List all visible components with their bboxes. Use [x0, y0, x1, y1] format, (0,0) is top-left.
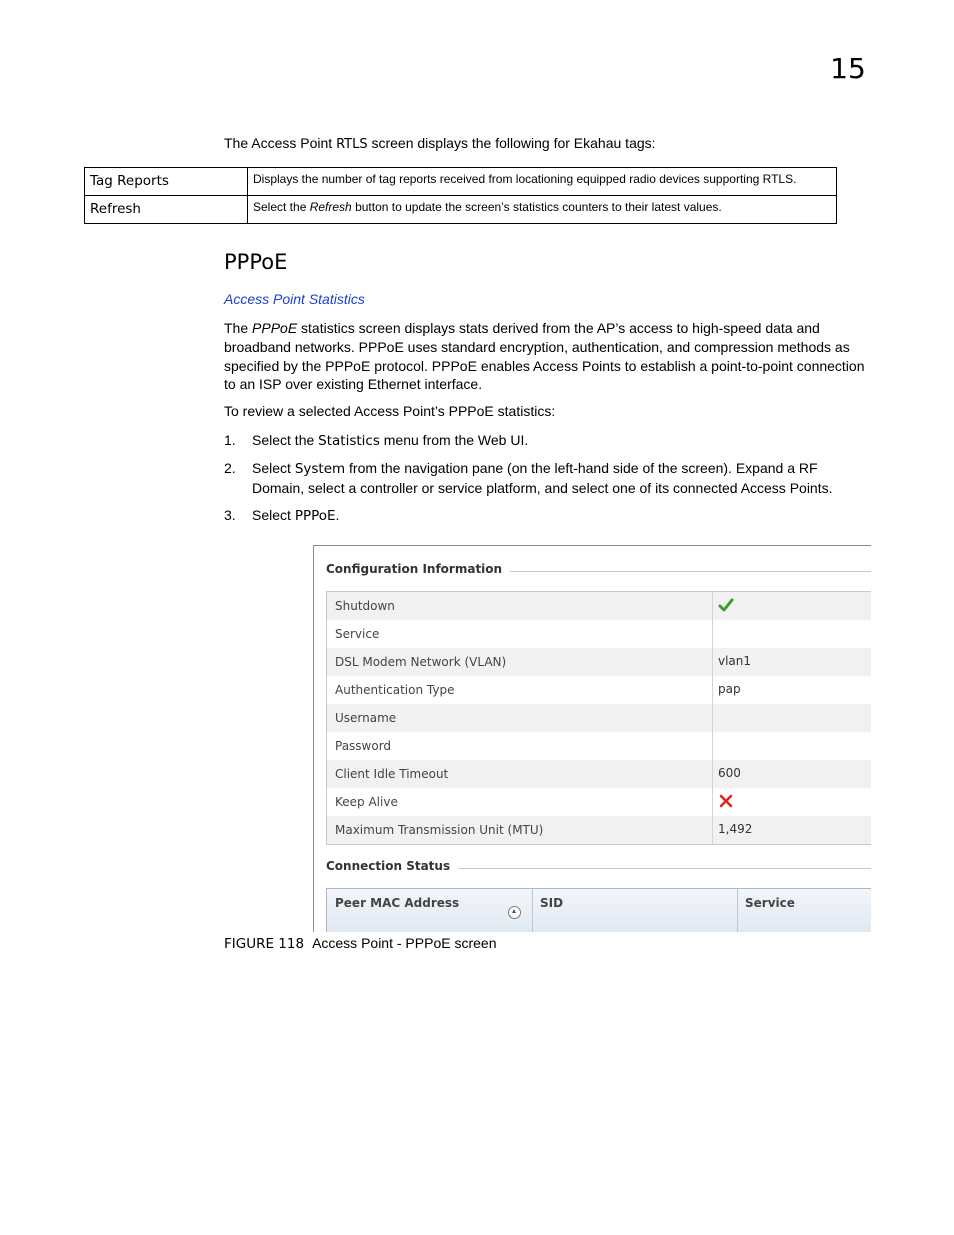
definition-term — [85, 168, 248, 196]
figure-caption — [224, 935, 496, 952]
body-text: statistics screen displays stats derived from the AP’s access to high-speed data and broadband networks. PPPoE uses standard encryption, authentication, and compression methods as specified by the PPPoE protocol. PPPoE enables Access Points to establish a point-to-point connection to an ISP over existing Ethernet interface. — [224, 320, 865, 393]
row-value: 600 — [718, 766, 741, 780]
section-title: PPPoE — [224, 250, 288, 274]
config-row — [327, 816, 871, 844]
config-row — [327, 732, 871, 760]
row-label: Maximum Transmission Unit (MTU) — [335, 823, 544, 837]
config-row — [327, 676, 871, 704]
chapter-number: 15 — [830, 52, 866, 85]
column-header-peer-mac[interactable] — [327, 889, 532, 932]
config-row — [327, 704, 871, 732]
intro-prefix: The Access Point — [224, 135, 337, 151]
definition-description — [248, 196, 837, 224]
sort-icon[interactable] — [508, 906, 521, 919]
config-row — [327, 592, 871, 620]
row-label: DSL Modem Network (VLAN) — [335, 655, 507, 669]
status-legend: Connection Status — [326, 859, 458, 873]
pppoe-screenshot — [313, 545, 871, 932]
fieldset-divider — [449, 868, 871, 869]
ui-term: PPPoE — [294, 508, 336, 524]
step-text: Select System from the navigation pane (on the left-hand side of the screen). Expand a RF Domain, select a controller or service platform, and select one of its connected Access Points. — [252, 460, 833, 496]
check-icon — [718, 597, 734, 613]
row-label: Client Idle Timeout — [335, 767, 449, 781]
config-legend: Configuration Information — [326, 562, 510, 576]
review-paragraph: To review a selected Access Point’s PPPoE statistics: — [224, 403, 556, 419]
column-label: Peer MAC Address — [335, 896, 460, 910]
definition-table — [84, 167, 837, 224]
body-paragraph — [224, 319, 874, 394]
row-label: Username — [335, 711, 397, 725]
row-value: 1,492 — [718, 822, 753, 836]
body-emphasis: PPPoE — [252, 320, 298, 336]
row-label: Service — [335, 627, 380, 641]
column-header-service[interactable] — [737, 889, 871, 932]
config-row — [327, 760, 871, 788]
row-value: pap — [718, 682, 741, 696]
row-value: vlan1 — [718, 654, 752, 668]
desc-emphasis: Refresh — [309, 200, 352, 214]
column-label: SID — [540, 896, 564, 910]
connection-table-header — [326, 888, 871, 932]
config-row — [327, 620, 871, 648]
cross-icon — [718, 793, 734, 809]
row-label: Keep Alive — [335, 795, 398, 809]
intro-suffix: screen displays the following for Ekahau tags: — [367, 135, 656, 151]
caption-title: Access Point - PPPoE screen — [312, 935, 497, 951]
term-label: Refresh — [90, 201, 141, 217]
config-row — [327, 648, 871, 676]
desc-text: Select the — [253, 200, 310, 214]
table-row — [85, 168, 837, 196]
config-row — [327, 788, 871, 816]
intro-term: RTLS — [336, 137, 368, 152]
desc-text: button to update the screen’s statistics counters to their latest values. — [351, 200, 722, 214]
caption-label: FIGURE 118 — [224, 936, 305, 952]
step-text: Select PPPoE. — [252, 507, 340, 524]
definition-description: Displays the number of tag reports received from locationing equipped radio devices supporting RTLS. — [248, 168, 837, 196]
column-label: Service — [745, 896, 795, 910]
step-number: 3. — [224, 507, 236, 523]
step-text: Select the Statistics menu from the Web UI. — [252, 432, 529, 449]
ui-term: Statistics — [318, 433, 380, 449]
row-label: Shutdown — [335, 599, 395, 613]
table-row — [85, 196, 837, 224]
definition-term — [85, 196, 248, 224]
fieldset-divider — [494, 571, 871, 572]
step-number: 1. — [224, 432, 236, 448]
step-number: 2. — [224, 460, 236, 476]
row-label: Authentication Type — [335, 683, 455, 697]
body-text: The — [224, 320, 253, 336]
row-label: Password — [335, 739, 392, 753]
ui-term: System — [294, 461, 346, 477]
config-grid — [326, 591, 871, 845]
intro-text — [224, 135, 656, 152]
xref-link[interactable]: Access Point Statistics — [224, 291, 365, 307]
column-header-sid[interactable] — [532, 889, 737, 932]
term-label: Tag Reports — [90, 173, 169, 189]
